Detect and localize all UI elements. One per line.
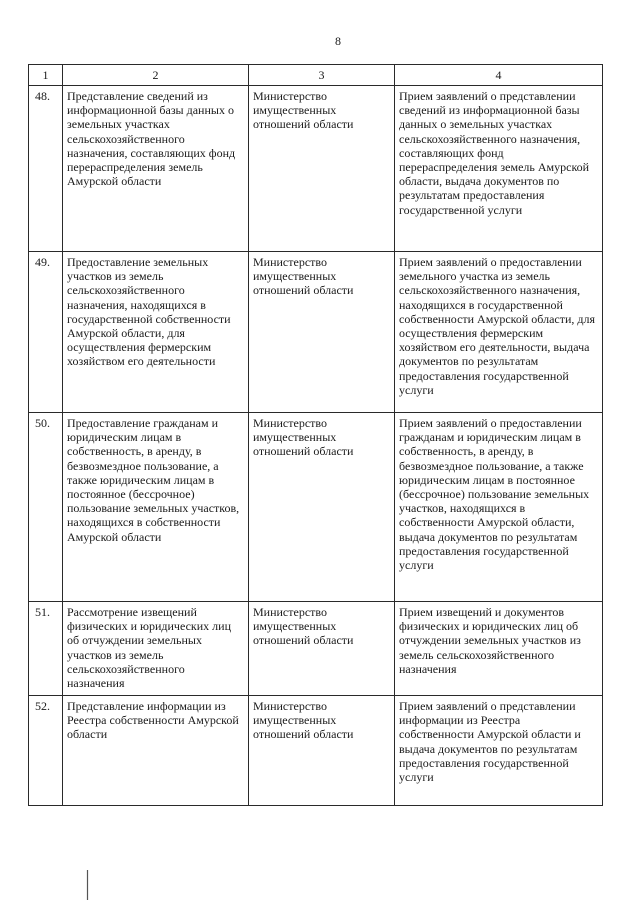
- row-number: 50.: [29, 413, 63, 602]
- row-number: 48.: [29, 86, 63, 252]
- column-header-4: 4: [395, 65, 603, 86]
- service-action: Прием заявлений о предоставлении земельного участка из земель сельскохозяйственного назначения, находящихся в государственной собственности Амурской области, для осуществления фермерским хозяйством его деятельности, выдача документов по результатам предоставления государственной услуги: [395, 252, 603, 413]
- table-header-row: [29, 65, 603, 86]
- responsible-authority: Министерство имущественных отношений области: [249, 252, 395, 413]
- row-number: 52.: [29, 696, 63, 806]
- row-number: 51.: [29, 602, 63, 696]
- service-name: Предоставление земельных участков из земель сельскохозяйственного назначения, находящихся в государственной собственности Амурской области, для осуществления фермерским хозяйством его деятельности: [63, 252, 249, 413]
- responsible-authority: Министерство имущественных отношений области: [249, 696, 395, 806]
- column-header-3: 3: [249, 65, 395, 86]
- service-name: Представление сведений из информационной базы данных о земельных участках сельскохозяйственного назначения, составляющих фонд перераспределения земель Амурской области: [63, 86, 249, 252]
- service-action: Прием заявлений о предоставлении гражданам и юридическим лицам в собственность, в аренду, в безвозмездное пользование, а также юридическим лицам в постоянное (бессрочное) пользование земельных участков, находящихся в собственности Амурской области, выдача документов по результатам предоставления государственной услуги: [395, 413, 603, 602]
- services-table: [28, 64, 603, 806]
- column-header-1: 1: [29, 65, 63, 86]
- scan-mark: [86, 870, 89, 900]
- column-header-2: 2: [63, 65, 249, 86]
- service-name: Представление информации из Реестра собственности Амурской области: [63, 696, 249, 806]
- service-action: Прием извещений и документов физических и юридических лиц об отчуждении земельных участков из земель сельскохозяйственного назначения: [395, 602, 603, 696]
- service-action: Прием заявлений о представлении сведений из информационной базы данных о земельных участках сельскохозяйственного назначения, составляющих фонд перераспределения земель Амурской области, выдача документов по результатам предоставления государственной услуги: [395, 86, 603, 252]
- row-number: 49.: [29, 252, 63, 413]
- service-action: Прием заявлений о представлении информации из Реестра собственности Амурской области и выдача документов по результатам предоставления государственной услуги: [395, 696, 603, 806]
- table-row: [29, 413, 603, 602]
- table-row: [29, 252, 603, 413]
- table-row: [29, 696, 603, 806]
- service-name: Рассмотрение извещений физических и юридических лиц об отчуждении земельных участков из земель сельскохозяйственного назначения: [63, 602, 249, 696]
- table-row: [29, 86, 603, 252]
- responsible-authority: Министерство имущественных отношений области: [249, 413, 395, 602]
- page-number: 8: [335, 34, 342, 48]
- responsible-authority: Министерство имущественных отношений области: [249, 86, 395, 252]
- table-row: [29, 602, 603, 696]
- responsible-authority: Министерство имущественных отношений области: [249, 602, 395, 696]
- service-name: Предоставление гражданам и юридическим лицам в собственность, в аренду, в безвозмездное пользование, а также юридическим лицам в постоянное (бессрочное) пользование земельных участков, находящихся в собственности Амурской области: [63, 413, 249, 602]
